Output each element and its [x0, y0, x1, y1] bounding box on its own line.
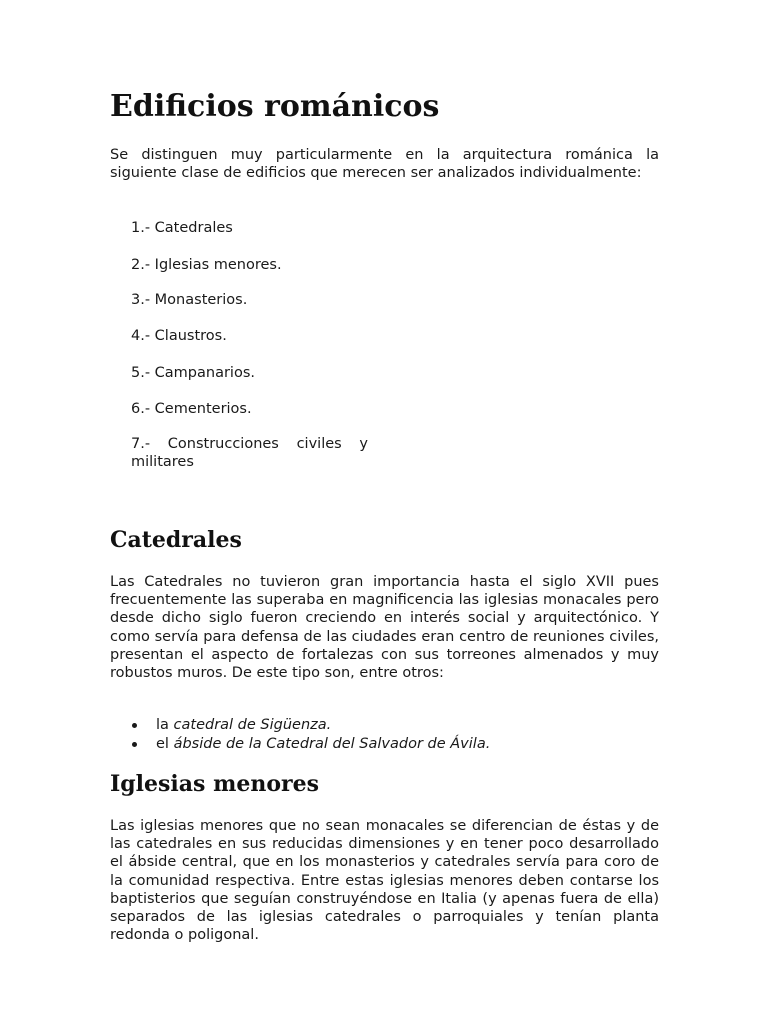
iglesias-menores-paragraph: Las iglesias menores que no sean monacales se diferencian de éstas y de las catedrales en sus reducidas dimensiones y en tener poco desarrollado el ábside central, que en los monasterios y catedrales servía para coro de la comunidad respectiva. Entre estas iglesias menores deben contarse los baptisterios que seguían construyéndose en Italia (y apenas fuera de ella) separados de las iglesias catedrales o parroquiales y tenían planta redonda o poligonal.	[110, 818, 659, 944]
list-item-claustros: 4.- Claustros.	[131, 328, 227, 344]
example-italic: ábside de la Catedral del Salvador de Ávila.	[173, 736, 491, 752]
section-heading-catedrales: Catedrales	[110, 527, 242, 553]
intro-paragraph: Se distinguen muy particularmente en la arquitectura románica la siguiente clase de edificios que merecen ser analizados individualmente:	[110, 147, 659, 182]
list-item-cementerios: 6.- Cementerios.	[131, 401, 252, 417]
catedrales-paragraph: Las Catedrales no tuvieron gran importancia hasta el siglo XVII pues frecuentemente las superaba en magnificencia las iglesias monacales pero desde dicho siglo fueron creciendo en interés social y arquitectónico. Y como servía para defensa de las ciudades eran centro de reuniones civiles, presentan el aspecto de fortalezas con sus torreones almenados y muy robustos muros. De este tipo son, entre otros:	[110, 574, 659, 682]
bullet-icon	[132, 742, 137, 747]
list-item	[110, 735, 490, 754]
page-title: Edificios románicos	[110, 89, 440, 124]
list-item-monasterios: 3.- Monasterios.	[131, 292, 248, 308]
example-prefix: la	[156, 717, 174, 733]
list-item-construcciones: 7.- Construcciones civiles y militares	[131, 436, 368, 471]
list-item-iglesias-menores: 2.- Iglesias menores.	[131, 257, 282, 273]
example-prefix: el	[156, 736, 174, 752]
list-item	[110, 716, 490, 735]
list-item-campanarios: 5.- Campanarios.	[131, 365, 256, 381]
example-italic: catedral de Sigüenza.	[173, 717, 332, 733]
section-heading-iglesias-menores: Iglesias menores	[110, 771, 319, 797]
list-item-catedrales: 1.- Catedrales	[131, 220, 233, 236]
catedrales-examples-list	[110, 716, 490, 754]
bullet-icon	[132, 723, 137, 728]
